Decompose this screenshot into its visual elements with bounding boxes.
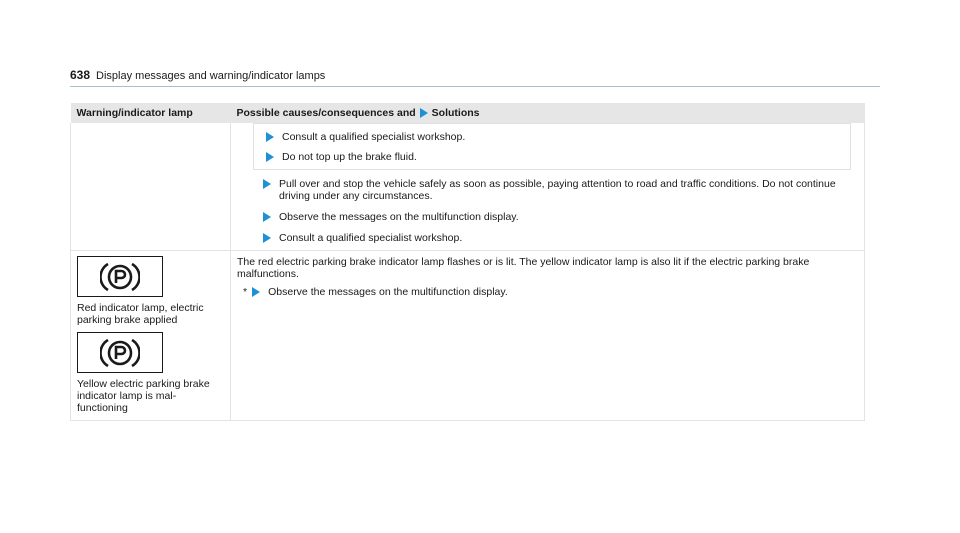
step-text: Consult a qualified specialist workshop. xyxy=(279,232,463,244)
table-row xyxy=(71,251,865,421)
arrow-right-icon xyxy=(263,179,271,189)
arrow-right-icon xyxy=(263,212,271,222)
page-title: Display messages and warning/indicator lamps xyxy=(96,70,326,82)
lamp-caption-red: Red indicator lamp, electric parking brake applied xyxy=(77,302,204,326)
column-header-lamp: Warning/indicator lamp xyxy=(71,103,231,123)
parking-brake-icon xyxy=(77,256,163,297)
lamp-cell xyxy=(71,251,231,421)
table-header-row xyxy=(71,103,865,123)
list-item xyxy=(266,131,850,143)
step-text: Observe the messages on the multifunction display. xyxy=(268,286,508,298)
step-text: Do not top up the brake fluid. xyxy=(282,151,417,163)
step-text: Consult a qualified specialist workshop. xyxy=(282,131,466,143)
step-text: Pull over and stop the vehicle safely as soon as possible, paying attention to road and traffic conditions. Do not continue driving under any circumstances. xyxy=(279,178,836,202)
header-rule xyxy=(70,86,880,87)
main-steps xyxy=(263,178,858,244)
list-item xyxy=(243,286,858,298)
column-header-suffix: Solutions xyxy=(431,107,480,119)
lamp-caption-yellow: Yellow electric parking brake indicator lamp is mal-functioning xyxy=(77,378,210,414)
arrow-right-icon xyxy=(420,108,428,118)
arrow-right-icon xyxy=(263,233,271,243)
column-header-prefix: Possible causes/consequences and xyxy=(236,107,416,119)
solutions-cell xyxy=(231,123,865,251)
page-header xyxy=(70,68,880,82)
inset-steps-box xyxy=(253,123,851,170)
list-item xyxy=(263,211,858,223)
solutions-cell xyxy=(231,251,865,421)
arrow-right-icon xyxy=(252,287,260,297)
arrow-right-icon xyxy=(266,132,274,142)
list-item xyxy=(266,151,850,163)
list-item xyxy=(263,178,858,202)
column-header-solutions xyxy=(231,103,865,123)
lamp-cell-empty xyxy=(71,123,231,251)
arrow-right-icon xyxy=(266,152,274,162)
warning-lamp-table xyxy=(70,103,865,421)
step-text: Observe the messages on the multifunction display. xyxy=(279,211,519,223)
footnote-marker: * xyxy=(243,286,248,298)
page-number: 638 xyxy=(70,68,91,82)
table-row xyxy=(71,123,865,251)
parking-brake-icon xyxy=(77,332,163,373)
lamp-description: The red electric parking brake indicator lamp flashes or is lit. The yellow indicator lamp is also lit if the electric parking brake malfunctions. xyxy=(237,256,810,280)
list-item xyxy=(263,232,858,244)
